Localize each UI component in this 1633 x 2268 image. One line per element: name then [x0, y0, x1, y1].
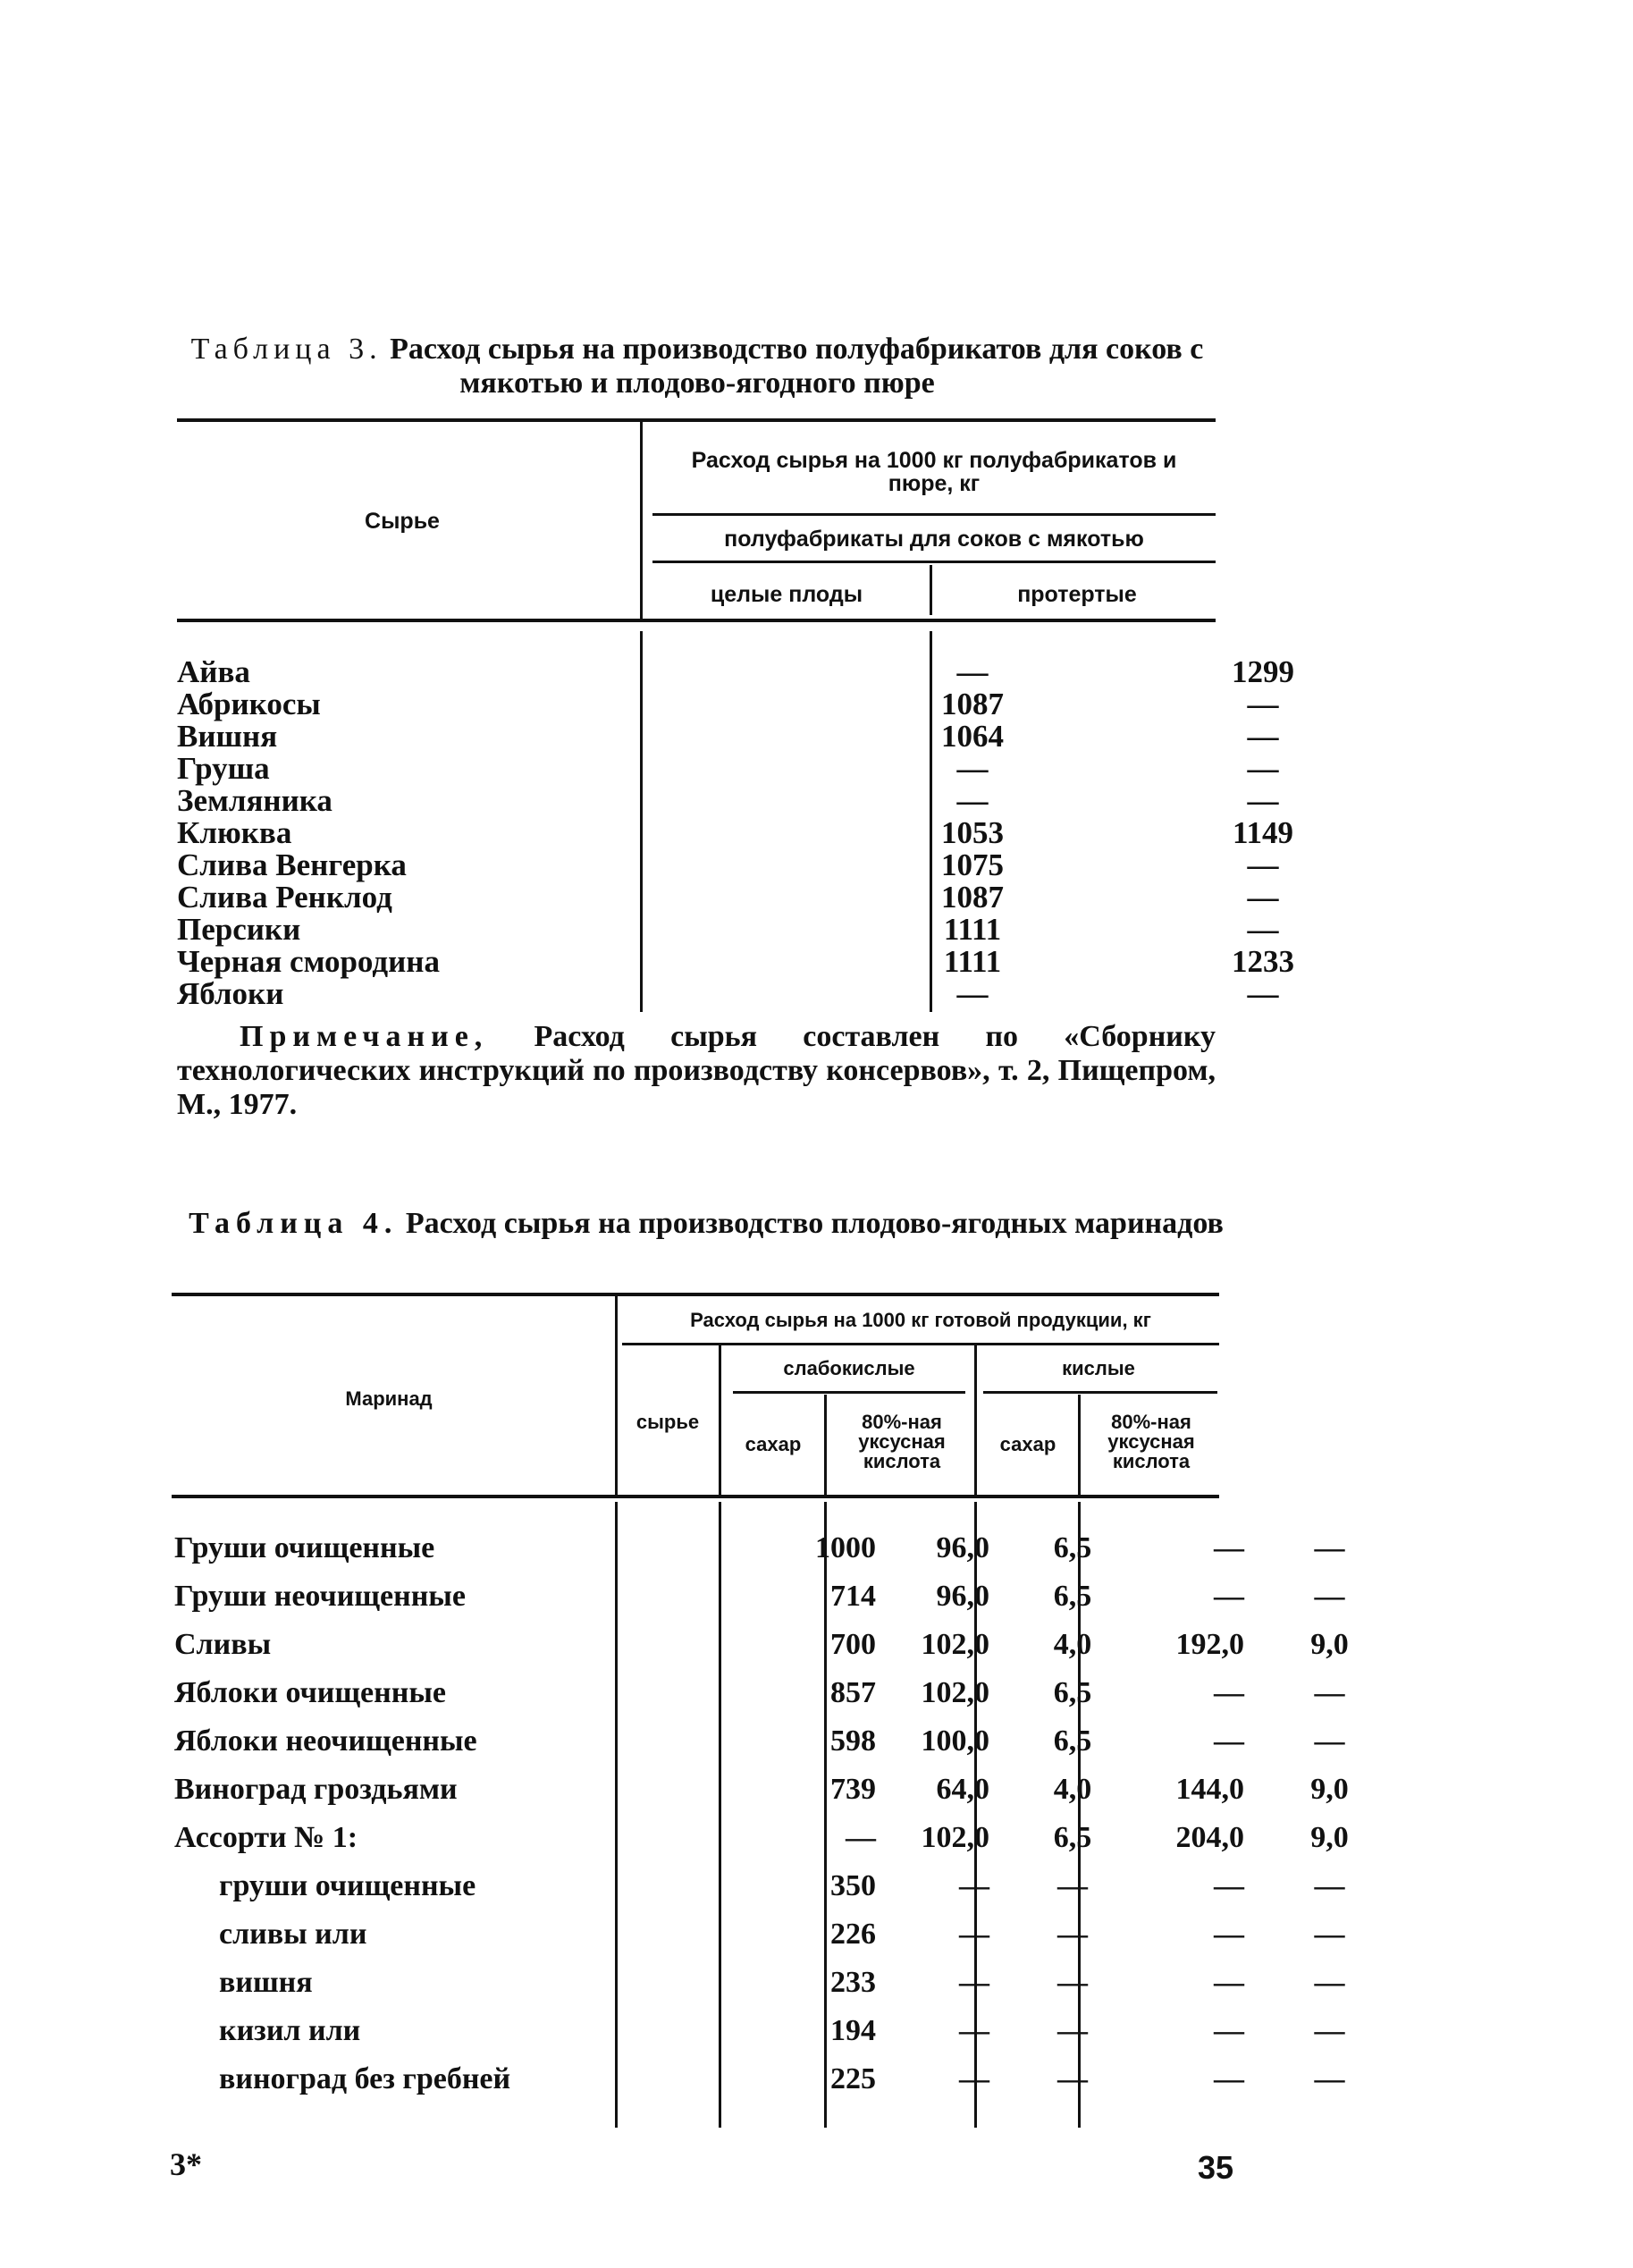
row-name: Вишня: [177, 719, 278, 754]
cell-vinegar-acid: —: [1314, 2062, 1345, 2095]
cell-grated: —: [1247, 751, 1279, 786]
cell-vinegar-weak: —: [1057, 1869, 1088, 1902]
cell-vinegar-weak: 6,5: [1053, 1821, 1092, 1854]
row-name: Слива Венгерка: [177, 847, 407, 882]
table3-header-divider: [640, 422, 643, 619]
table3-group-rule: [652, 513, 1216, 516]
table-row: [174, 1530, 1345, 1566]
cell-vinegar-weak: 6,5: [1053, 1676, 1092, 1709]
table4-header-divider-weak: [719, 1345, 721, 1495]
cell-whole: 1064: [941, 719, 1004, 754]
cell-sugar-acid: —: [1214, 1869, 1244, 1902]
cell-sugar-weak: 102,0: [921, 1676, 989, 1709]
table3-subgroup-rule: [652, 561, 1216, 563]
table-row: [177, 944, 1294, 979]
cell-whole: 1087: [941, 880, 1004, 915]
table-row: [174, 1965, 1345, 2001]
table-row: [177, 751, 1279, 786]
table-row: [174, 1724, 1345, 1759]
table3-top-rule: [177, 418, 1216, 422]
row-name: Груши неочищенные: [174, 1580, 466, 1613]
table4-header-bottom-rule: [172, 1495, 1219, 1498]
cell-raw: 1000: [815, 1531, 876, 1564]
table4-caption-label: Таблица 4.: [189, 1207, 399, 1240]
table4-sub-rule-acid: [983, 1391, 1217, 1394]
cell-vinegar-acid: —: [1314, 1724, 1345, 1758]
cell-vinegar-acid: 9,0: [1310, 1773, 1349, 1806]
table-row: [174, 1579, 1345, 1615]
cell-raw: 225: [830, 2062, 876, 2095]
cell-grated: —: [1247, 847, 1279, 882]
table4-col-vinegar-weak: 80%-ная уксусная кислота: [858, 1411, 946, 1472]
cell-whole: 1075: [941, 847, 1004, 882]
table4-header-divider-vin2: [1078, 1395, 1081, 1495]
cell-sugar-weak: —: [959, 1869, 989, 1902]
table4-group-header: Расход сырья на 1000 кг готовой продукции, кг: [690, 1309, 1151, 1331]
row-name: Айва: [177, 654, 250, 689]
cell-grated: —: [1247, 783, 1279, 818]
row-name: Сливы: [174, 1628, 272, 1661]
cell-sugar-acid: —: [1214, 1531, 1244, 1564]
table-row: [177, 880, 1279, 915]
row-name: Слива Ренклод: [177, 880, 392, 915]
cell-whole: —: [956, 783, 989, 818]
table3-header-bottom-rule: [177, 619, 1216, 622]
cell-raw: 194: [830, 2014, 876, 2047]
row-name: Груша: [177, 751, 270, 786]
table4-col-raw: сырье: [636, 1411, 700, 1433]
cell-raw: 226: [830, 1918, 876, 1951]
row-name: Яблоки неочищенные: [174, 1724, 477, 1758]
table3-note: [177, 1020, 1216, 1122]
table3-subgroup-header: полуфабрикаты для соков с мякотью: [724, 527, 1144, 552]
cell-sugar-weak: —: [959, 2062, 989, 2095]
cell-vinegar-acid: —: [1314, 1966, 1345, 1999]
table-row: [174, 1627, 1349, 1663]
row-name: Черная смородина: [177, 944, 440, 979]
table4-caption: [179, 1207, 1233, 1241]
cell-whole: —: [956, 751, 989, 786]
table4-sub-acid: кислые: [1062, 1357, 1135, 1379]
cell-sugar-acid: —: [1214, 1580, 1244, 1613]
table3-note-text: Расход сырья составлен по «Сборнику технологических инструкций по производству консервов», т. 2, Пищепром, М., 1977.: [177, 1020, 1216, 1121]
cell-whole: —: [956, 976, 989, 1011]
table-row: [177, 976, 1279, 1011]
table4-header-divider-acid: [974, 1345, 977, 1495]
table3-caption-text: Расход сырья на производство полуфабрикатов для соков с мякотью и плодово-ягодного пюре: [390, 333, 1204, 400]
cell-grated: 1149: [1232, 815, 1294, 850]
cell-sugar-acid: —: [1214, 1676, 1244, 1709]
cell-vinegar-acid: 9,0: [1310, 1821, 1349, 1854]
row-name: Персики: [177, 912, 301, 947]
cell-vinegar-acid: —: [1314, 2014, 1345, 2047]
table3-group-header: Расход сырья на 1000 кг полуфабрикатов и пюре, кг: [691, 448, 1177, 496]
row-name: Клюква: [177, 815, 292, 850]
row-name: сливы или: [219, 1918, 367, 1951]
cell-sugar-acid: 192,0: [1175, 1628, 1244, 1661]
cell-vinegar-weak: 6,5: [1053, 1724, 1092, 1758]
table-row: [174, 1675, 1345, 1711]
table3-col-grated: протертые: [1017, 582, 1137, 607]
table-row: [177, 783, 1279, 818]
table3-caption: [161, 333, 1233, 400]
table-row: [177, 912, 1279, 947]
row-name: Ассорти № 1:: [174, 1821, 358, 1854]
table4-col-sugar-weak: сахар: [745, 1433, 802, 1455]
cell-raw: 233: [830, 1966, 876, 1999]
row-name: виноград без гребней: [219, 2062, 511, 2095]
cell-sugar-weak: —: [959, 1966, 989, 1999]
page-number: 35: [1198, 2149, 1234, 2186]
table-row: [174, 1868, 1345, 1904]
table3-col-raw: Сырье: [365, 509, 440, 534]
cell-grated: —: [1247, 880, 1279, 915]
table-row: [177, 719, 1279, 754]
table4-header-divider-raw: [615, 1296, 618, 1495]
table3-note-label: Примечание,: [240, 1020, 489, 1053]
cell-raw: —: [846, 1821, 876, 1854]
table4-sub-rule-weak: [733, 1391, 965, 1394]
table3-caption-label: Таблица 3.: [190, 333, 383, 366]
cell-vinegar-acid: —: [1314, 1869, 1345, 1902]
cell-sugar-acid: —: [1214, 1918, 1244, 1951]
cell-sugar-weak: —: [959, 1918, 989, 1951]
cell-vinegar-weak: —: [1057, 2014, 1088, 2047]
cell-sugar-weak: 100,0: [921, 1724, 989, 1758]
row-name: Яблоки: [177, 976, 284, 1011]
table4-col-sugar-acid: сахар: [999, 1433, 1056, 1455]
cell-vinegar-weak: 4,0: [1053, 1773, 1092, 1806]
row-name: Груши очищенные: [174, 1531, 435, 1564]
table3-subcol-divider: [930, 565, 932, 615]
cell-sugar-weak: 102,0: [921, 1821, 989, 1854]
cell-vinegar-weak: —: [1057, 1918, 1088, 1951]
cell-whole: 1111: [943, 912, 1002, 947]
signature-mark: 3*: [170, 2146, 202, 2182]
cell-vinegar-acid: 9,0: [1310, 1628, 1349, 1661]
cell-raw: 700: [830, 1628, 876, 1661]
cell-grated: —: [1247, 976, 1279, 1011]
cell-sugar-acid: —: [1214, 1966, 1244, 1999]
cell-grated: —: [1247, 719, 1279, 754]
table-row: [174, 2013, 1345, 2049]
cell-sugar-acid: —: [1214, 2014, 1244, 2047]
cell-sugar-weak: 96,0: [936, 1580, 989, 1613]
table4-col-name: Маринад: [345, 1387, 433, 1410]
cell-whole: 1087: [941, 687, 1004, 721]
cell-grated: —: [1247, 687, 1279, 721]
table-row: [177, 687, 1279, 721]
cell-raw: 714: [830, 1580, 876, 1613]
row-name: Земляника: [177, 783, 332, 818]
cell-vinegar-acid: —: [1314, 1580, 1345, 1613]
cell-grated: 1233: [1232, 944, 1294, 979]
cell-vinegar-acid: —: [1314, 1676, 1345, 1709]
table4-col-vinegar-acid: 80%-ная уксусная кислота: [1107, 1411, 1195, 1472]
cell-sugar-weak: —: [959, 2014, 989, 2047]
cell-grated: 1299: [1232, 654, 1294, 689]
table-row: [174, 2061, 1345, 2097]
row-name: груши очищенные: [219, 1869, 476, 1902]
table-row: [174, 1820, 1349, 1856]
row-name: Виноград гроздьями: [174, 1773, 458, 1806]
table-row: [174, 1917, 1345, 1952]
cell-raw: 350: [830, 1869, 876, 1902]
cell-vinegar-acid: —: [1314, 1918, 1345, 1951]
cell-sugar-weak: 96,0: [936, 1531, 989, 1564]
table3-col-whole: целые плоды: [710, 582, 863, 607]
cell-raw: 857: [830, 1676, 876, 1709]
cell-raw: 598: [830, 1724, 876, 1758]
cell-whole: 1053: [941, 815, 1004, 850]
cell-sugar-weak: 64,0: [936, 1773, 989, 1806]
cell-sugar-acid: —: [1214, 1724, 1244, 1758]
table-row: [177, 654, 1294, 689]
table-row: [177, 847, 1279, 882]
row-name: вишня: [219, 1966, 313, 1999]
cell-sugar-acid: 204,0: [1175, 1821, 1244, 1854]
cell-vinegar-weak: —: [1057, 1966, 1088, 1999]
cell-vinegar-weak: 6,5: [1053, 1531, 1092, 1564]
cell-vinegar-acid: —: [1314, 1531, 1345, 1564]
cell-whole: 1111: [943, 944, 1002, 979]
table4-sub-weak: слабокислые: [783, 1357, 915, 1379]
table4-caption-text: Расход сырья на производство плодово-ягодных маринадов: [405, 1207, 1224, 1240]
cell-whole: —: [956, 654, 989, 689]
cell-sugar-weak: 102,0: [921, 1628, 989, 1661]
cell-sugar-acid: —: [1214, 2062, 1244, 2095]
cell-grated: —: [1247, 912, 1279, 947]
row-name: кизил или: [219, 2014, 361, 2047]
cell-raw: 739: [830, 1773, 876, 1806]
table4-top-rule: [172, 1293, 1219, 1296]
cell-vinegar-weak: 6,5: [1053, 1580, 1092, 1613]
table4-header-divider-vin1: [824, 1395, 827, 1495]
cell-sugar-acid: 144,0: [1175, 1773, 1244, 1806]
table4-group-rule: [622, 1343, 1219, 1345]
cell-vinegar-weak: 4,0: [1053, 1628, 1092, 1661]
cell-vinegar-weak: —: [1057, 2062, 1088, 2095]
row-name: Яблоки очищенные: [174, 1676, 446, 1709]
row-name: Абрикосы: [177, 687, 321, 721]
table-row: [174, 1772, 1349, 1808]
table-row: [177, 815, 1294, 850]
